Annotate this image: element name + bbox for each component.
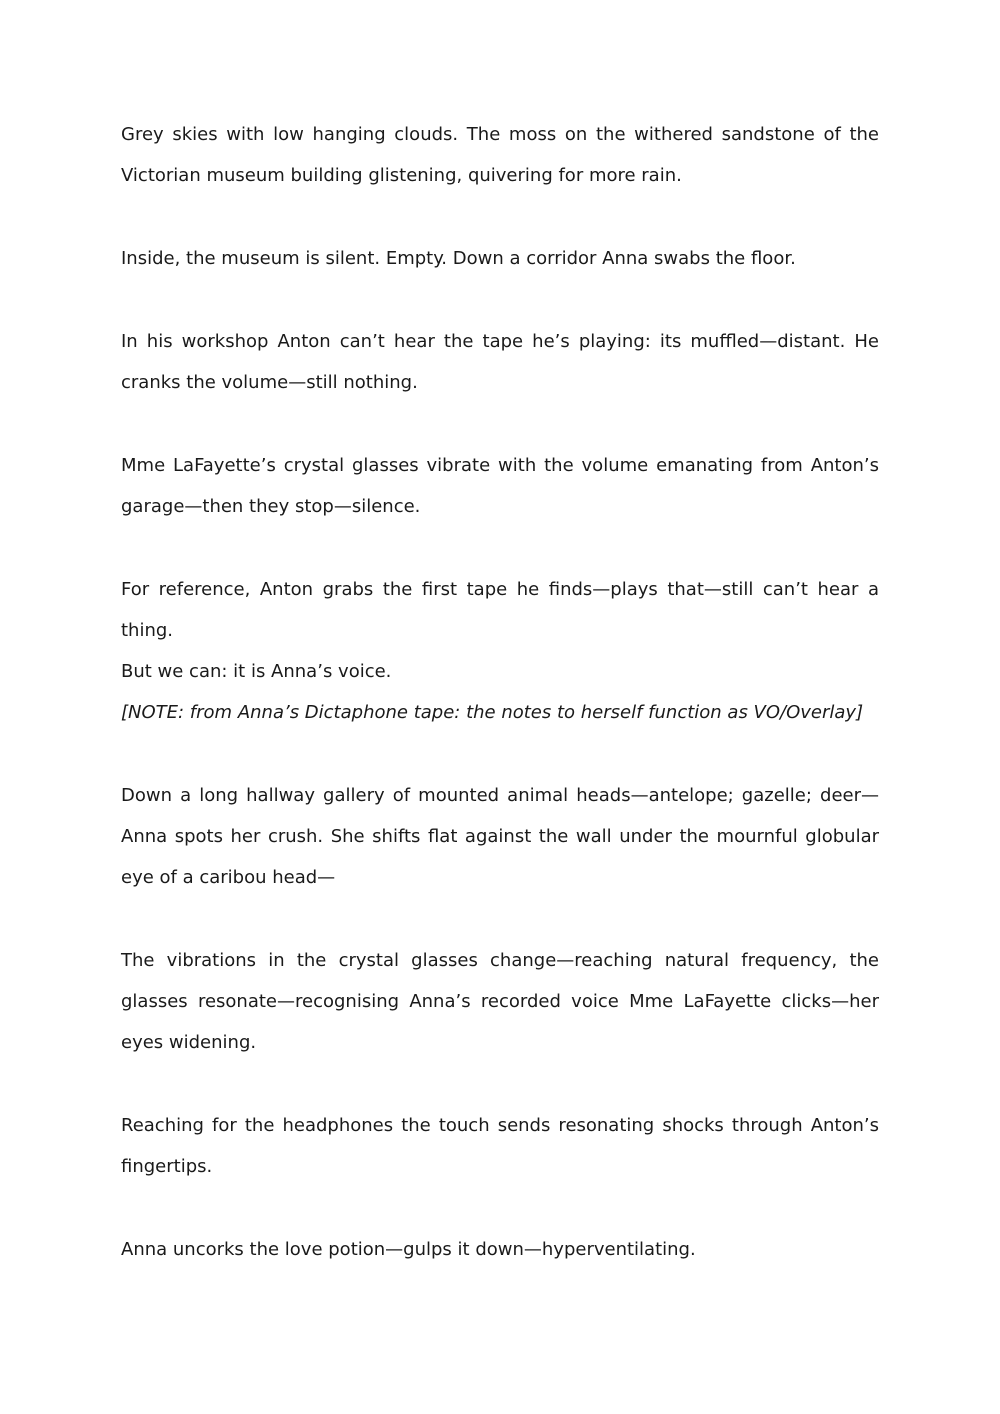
paragraph-7: The vibrations in the crystal glasses change—reaching natural frequency, the glasses resonate—recognising Anna’s recorded voice Mme LaFayette clicks—her eyes widening. bbox=[121, 950, 879, 1053]
paragraph-6: Down a long hallway gallery of mounted animal heads—antelope; gazelle; deer—Anna spots her crush. She shifts flat against the wall under the mournful globular eye of a caribou head— bbox=[121, 785, 879, 888]
paragraph-4: Mme LaFayette’s crystal glasses vibrate with the volume emanating from Anton’s garage—then they stop—silence. bbox=[121, 455, 879, 517]
paragraph-5-line-2: But we can: it is Anna’s voice. bbox=[121, 661, 392, 682]
document-body bbox=[121, 114, 879, 1270]
paragraph-5-line-1: For reference, Anton grabs the first tape he finds—plays that—still can’t hear a thing. bbox=[121, 579, 879, 641]
note-line: [NOTE: from Anna’s Dictaphone tape: the notes to herself function as VO/Overlay] bbox=[121, 702, 864, 723]
paragraph-3: In his workshop Anton can’t hear the tape he’s playing: its muffled—distant. He cranks the volume—still nothing. bbox=[121, 331, 879, 393]
paragraph-8: Reaching for the headphones the touch sends resonating shocks through Anton’s fingertips. bbox=[121, 1115, 879, 1177]
paragraph-2: Inside, the museum is silent. Empty. Down a corridor Anna swabs the floor. bbox=[121, 248, 796, 269]
paragraph-1: Grey skies with low hanging clouds. The moss on the withered sandstone of the Victorian museum building glistening, quivering for more rain. bbox=[121, 124, 879, 186]
paragraph-9: Anna uncorks the love potion—gulps it down—hyperventilating. bbox=[121, 1239, 696, 1260]
